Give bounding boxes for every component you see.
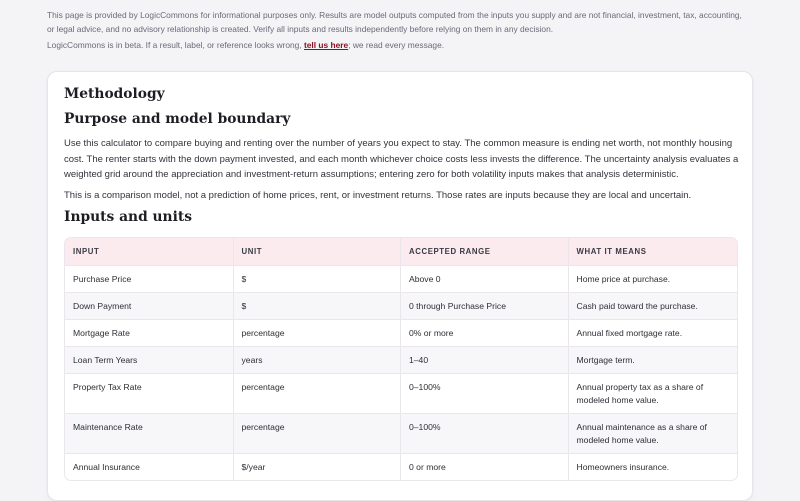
inputs-heading: Inputs and units: [64, 209, 192, 225]
cell-meaning: Cash paid toward the purchase.: [568, 293, 738, 319]
header-input: INPUT: [73, 247, 100, 256]
cell-meaning: Mortgage term.: [568, 347, 738, 373]
cell-input: Down Payment: [73, 301, 132, 311]
cell-unit: percentage: [233, 320, 401, 346]
cell-unit: percentage: [233, 414, 401, 453]
purpose-heading: Purpose and model boundary: [64, 111, 291, 127]
purpose-paragraph: Use this calculator to compare buying and renting over the number of years you expect to stay. The common measure is ending net worth, not monthly housing cost. The renter starts with the down payment invested, and each month whichever choice costs less invests the difference. The uncertainty analysis evaluates a weighted grid around the appreciation and investment-return assumptions; entering zero for both volatility inputs makes that analysis deterministic.: [64, 138, 739, 181]
cell-range: 0–100%: [400, 414, 568, 453]
methodology-title: Methodology: [64, 86, 165, 102]
cell-input: Purchase Price: [73, 274, 132, 284]
table-row: [65, 292, 737, 319]
cell-range: 0 or more: [400, 454, 568, 480]
beta-notice-prefix: LogicCommons is in beta. If a result, label, or reference looks wrong,: [47, 40, 304, 50]
cell-input: Loan Term Years: [73, 355, 138, 365]
cell-unit: $/year: [233, 454, 401, 480]
cell-range: 1–40: [400, 347, 568, 373]
cell-range: 0 through Purchase Price: [400, 293, 568, 319]
header-unit: UNIT: [233, 238, 401, 265]
cell-range: 0% or more: [400, 320, 568, 346]
table-header-row: [65, 238, 737, 265]
cell-input: Mortgage Rate: [73, 328, 130, 338]
disclaimer-text: This page is provided by LogicCommons for informational purposes only. Results are model outputs computed from the inputs you supply and are not financial, investment, tax, accounting, or legal advice, and no advisory relationship is created. Verify all inputs and results independently before relying on them in any decision.: [47, 10, 742, 34]
cell-range: Above 0: [400, 266, 568, 292]
cell-unit: percentage: [233, 374, 401, 413]
table-row: [65, 346, 737, 373]
cell-input: Property Tax Rate: [73, 382, 142, 392]
table-row: [65, 373, 737, 413]
cell-range: 0–100%: [400, 374, 568, 413]
cell-unit: $: [233, 293, 401, 319]
beta-notice: [47, 39, 747, 51]
inputs-table: [64, 237, 738, 481]
beta-notice-suffix: ; we read every message.: [348, 40, 445, 50]
cell-meaning: Annual fixed mortgage rate.: [568, 320, 738, 346]
cell-input: Annual Insurance: [73, 462, 140, 472]
cell-meaning: Annual maintenance as a share of modeled home value.: [568, 414, 738, 453]
table-row: [65, 319, 737, 346]
cell-meaning: Homeowners insurance.: [568, 454, 738, 480]
header-accepted-range: ACCEPTED RANGE: [400, 238, 568, 265]
cell-input: Maintenance Rate: [73, 422, 143, 432]
feedback-link[interactable]: tell us here: [303, 40, 349, 50]
header-what-it-means: WHAT IT MEANS: [568, 238, 738, 265]
cell-meaning: Annual property tax as a share of modeled home value.: [568, 374, 738, 413]
cell-unit: $: [233, 266, 401, 292]
table-row: [65, 413, 737, 453]
methodology-card: [47, 71, 753, 501]
table-row: [65, 453, 737, 480]
comparison-paragraph: This is a comparison model, not a prediction of home prices, rent, or investment returns. Those rates are inputs because they are local and uncertain.: [64, 190, 692, 201]
cell-unit: years: [233, 347, 401, 373]
table-row: [65, 265, 737, 292]
cell-meaning: Home price at purchase.: [568, 266, 738, 292]
